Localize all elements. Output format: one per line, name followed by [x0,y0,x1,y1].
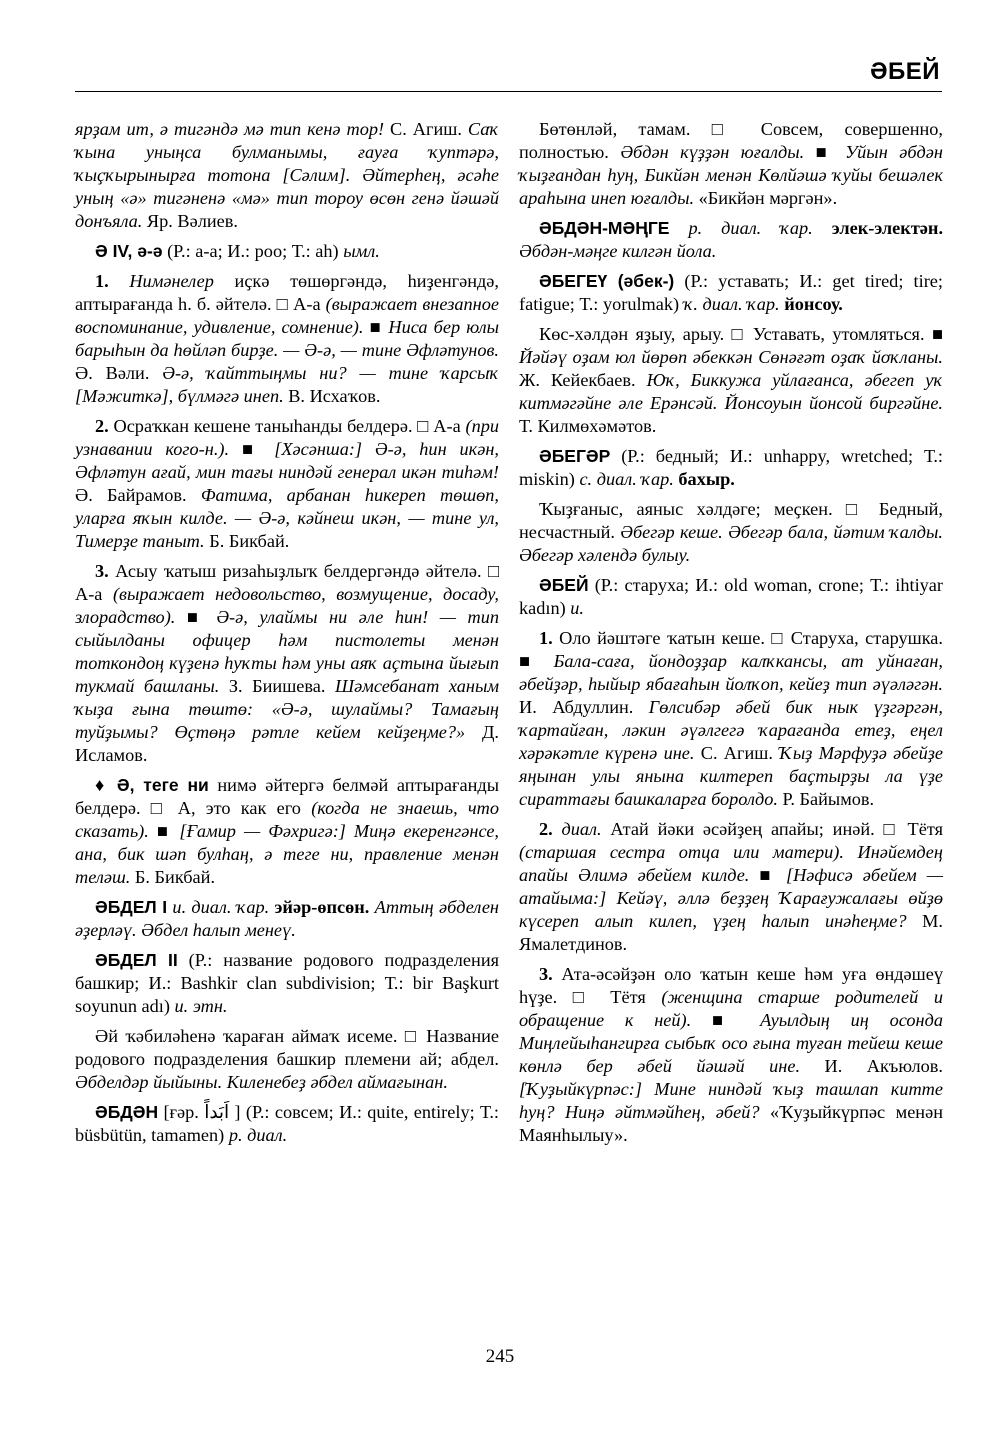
dictionary-paragraph: Әй ҡәбиләһенә ҡараған аймаҡ исеме. □ Название родового подразделения башкир племени ай; абдел. Әбделдәр йыйыны. Киленебеҙ әбдел аймағынан. [75,1026,499,1092]
dictionary-paragraph: Ә IV, ә-ә (Р.: а-а; И.: роо; Т.: ah) ымл. [95,241,380,261]
dictionary-paragraph: 2. Осраҡкан кешене таныһанды белдерә. □ А-а (при узнавании кого-н.). ■ [Хәсәнша:] Ә-ә, һин икән, Әфләтун ағай, мин тағы ниндәй генерал икән тиһәм! Ә. Байрамов. Фатима, арбанан һикереп төшөп, уларға яҡын килде. — Ә-ә, кәйнеш икән, — тине ул, Тимерҙе таныт. Б. Бикбай. [75,416,499,551]
dictionary-paragraph: ӘБЕЙ (Р.: старуха; И.: old woman, crone; Т.: ihtiyar kadın) и. [519,575,943,618]
dictionary-paragraph: 2. диал. Атай йәки әсәйҙең апайы; инәй. □ Тётя (старшая сестра отца или матери). Инәйемдең апайы Әлимә әбейем килде. ■ [Нәфисә әбейем — атайыма:] Кейәү, әллә беҙҙең Ҡарағужалағы өйҙө күсереп алып килеп, үҙең һалып инәһеңме? М. Ямалетдинов. [519,819,943,954]
dictionary-paragraph: Көс-хәлдән яҙыу, арыу. □ Уставать, утомляться. ■ Йәйәү оҙам юл йөрөп әбеккән Сөнәғәт оҙаҡ йоҡланы. Ж. Кейекбаев. Юҡ, Биккужа уйлағанса, әбегеп уҡ китмәгәйне әле Ерәнсәй. Йонсоуын йонсой биргәйне. Т. Килмөхәмәтов. [519,324,943,436]
dictionary-paragraph: 1. Нимәнелер иҫкә төшөргәндә, һиҙенгәндә, аптырағанда һ. б. әйтелә. □ А-а (выражает внезапное воспоминание, удивление, сомнение). ■ Ниса бер юлы барыһын да һөйләп бирҙе. — Ә-ә, — тине Әфләтунов. Ә. Вәли. Ә-ә, ҡайттыңмы ни? — тине ҡарсыҡ [Мәжиткә], бүлмәгә инеп. В. Исхаҡов. [75,271,500,406]
dictionary-paragraph: Ҡыҙғаныс, аяныс хәлдәге; меҫкен. □ Бедный, несчастный. Әбегәр кеше. Әбегәр бала, йәтим ҡалды. Әбегәр хәлендә булыу. [519,499,943,565]
dictionary-paragraph: 3. Асыу ҡатыш ризаһыҙлыҡ белдергәндә әйтелә. □ А-а (выражает недовольство, возмущение, досаду, злорадство). ■ Ә-ә, улаймы ни әле һин! — тип сыйылданы офицер һәм пистолеты менән тоткондоң күҙенә һуҡты һәм уны аяҡ аҫтына йығып тукмай башланы. З. Биишева. Шәмсебанат ханым ҡыҙа ғына төштө: «Ә-ә, шулаймы? Тамағың туйҙымы? Өҫтөңә рәтле кейем кейҙеңме?» Д. Исламов. [75,561,500,765]
dictionary-paragraph: ӘБДЕЛ I и. диал. ҡар. эйәр-өпсөн. Аттың әбделен әҙерләү. Әбдел һалып менеү. [75,897,499,940]
dictionary-paragraph: ӘБЕГӘР (Р.: бедный; И.: unhappy, wretched; Т.: miskin) с. диал. ҡар. бахыр. [519,446,943,489]
dictionary-paragraph: 3. Ата-әсәйҙән оло ҡатын кеше һәм уға өндәшеү һүҙе. □ Тётя (женщина старше родителей и обращение к ней). ■ Ауылдың иң осонда Миңлейыһангирға сыбыҡ осо ғына туған тейеш кеше көнлә бер әбей йәшәй ине. И. Акъюлов. [Ҡуҙыйкүрпәс:] Мине ниндәй ҡыҙ ташлап китте һуң? Ниңә әйтмәйһең, әбей? «Ҡуҙыйкүрпәс менән Маянһылыу». [519,964,943,1145]
header-rule [75,91,942,92]
dictionary-paragraph: ӘБДӘН-МӘҢГЕ р. диал. ҡар. элек-электән. Әбдән-мәңге килгән йола. [519,218,944,261]
dictionary-paragraph: ӘБДЕЛ II (Р.: название родового подразделения башкир; И.: Bashkir clan subdivision; Т.: bir Başkurt soyunun adı) и. этн. [75,950,500,1016]
dictionary-paragraph: 1. Оло йәштәге ҡатын кеше. □ Старуха, старушка. ■ Бала-саға, йондоҙҙар калҡкансы, ат уйнаған, әбейҙәр, һыйыр ябағаһын йолҡоп, кейеҙ тип әүәләгән. И. Абдуллин. Гөлсибәр әбей бик нык үҙгәргән, ҡартайған, ләкин әүәлгегә ҡарағанда етеҙ, еңел хәрәкәтле күренә ине. С. Агиш. Ҡыҙ Мәрфуҙә әбейҙе яңынан улы янына килтереп баҫтырҙы ла үҙе сираттағы башкаларға боролдо. Р. Байымов. [519,628,943,809]
dictionary-paragraph: ♦ Ә, теге ни нимә әйтергә белмәй аптырағанды белдерә. □ А, это как его (когда не знаешь, что сказать). ■ [Ғамир — Фәхригә:] Миңә екеренгәнсе, ана, бик шәп булһаң, ә теге ни, правление менән теләш. Б. Бикбай. [75,775,500,887]
dictionary-paragraph: Бөтөнләй, тамам. □ Совсем, совершенно, полностью. Әбдән күҙҙән юғалды. ■ Уйын әбдән ҡыҙғандан һуң, Бикйән менән Көлйәшә ҡуйы бешәлек араһына инеп юғалды. «Бикйән мәргән». [519,119,943,208]
dictionary-paragraph: ӘБДӘН [ғәр. اَبَداً ] (Р.: совсем; И.: quite, entirely; Т.: büsbütün, tamamen) р. диал. [75,1102,499,1145]
left-column [75,118,499,1154]
running-head: ӘБЕЙ [870,58,940,85]
right-column [519,118,943,1154]
dictionary-paragraph: ярҙам ит, ә тигәндә мә тип кенә тор! С. Агиш. Саҡ ҡына уныңса булманымы, ғауға ҡуптәрә, ҡыҫҡырынырға тотона [Сәлим]. Әйтерһең, әсәһе уның «ә» тигәненә «мә» тип тороу өсөн генә йәшәй донъяла. Яр. Вәлиев. [75,119,499,231]
dictionary-paragraph: ӘБЕГЕҮ (әбек-) (Р.: уставать; И.: get tired; tire; fatigue; Т.: yorulmak) ҡ. диал. ҡар. йонсоу. [519,271,943,314]
page-number: 245 [485,1346,515,1367]
